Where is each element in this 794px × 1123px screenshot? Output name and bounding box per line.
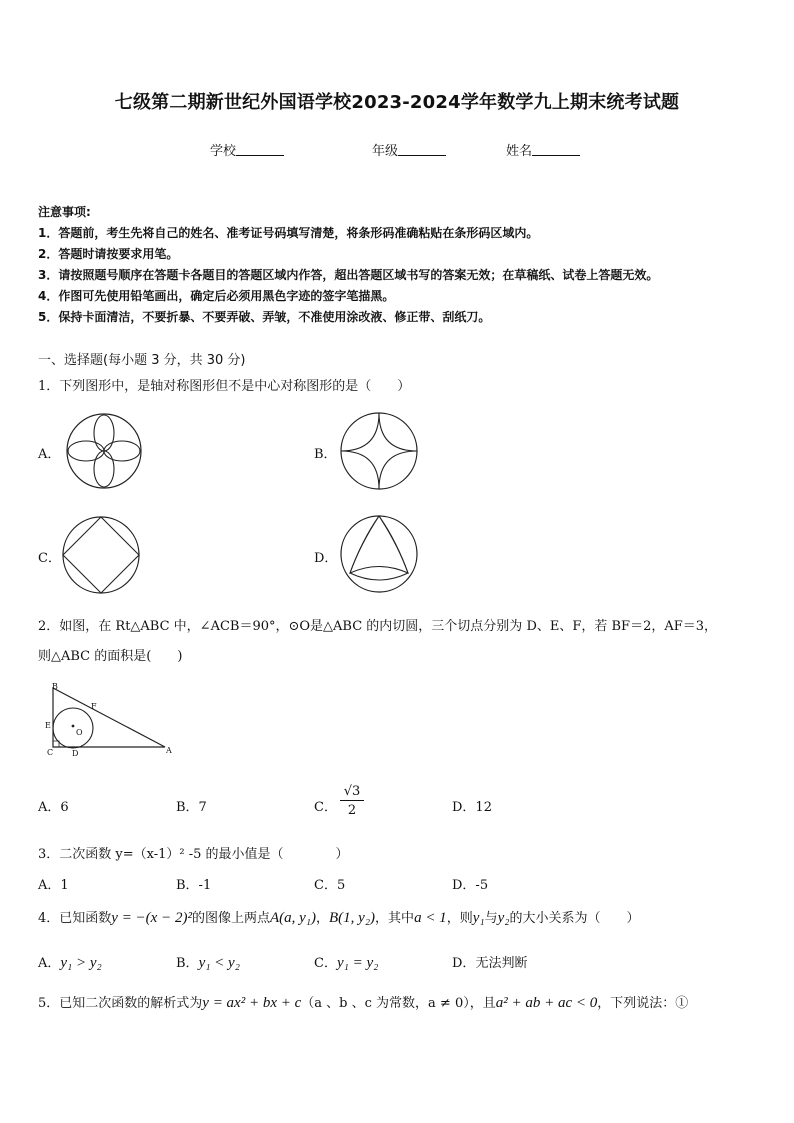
option-label: B． — [176, 956, 199, 971]
q3-option-c: C．5 — [314, 878, 346, 893]
q4-text: ，则 — [446, 911, 473, 926]
fig-label-b: B — [52, 682, 58, 691]
q4-function: y = −(x − 2)² — [111, 910, 192, 926]
fig-label-e: E — [45, 721, 51, 730]
q4-y2: y₂ — [497, 910, 510, 926]
q1-figure-d — [340, 515, 418, 593]
notice-item: 3．请按照题号顺序在答题卡各题目的答题区域内作答，超出答题区域书写的答案无效；在草稿纸、试卷上答题无效。 — [38, 268, 659, 282]
q4-point-b: B(1, y₂) — [329, 910, 376, 926]
school-label: 学校 — [210, 144, 237, 159]
q4-text: 与 — [484, 911, 498, 926]
grade-blank — [398, 143, 446, 156]
q5-stem — [38, 992, 688, 1012]
notice-item: 5．保持卡面清洁，不要折暴、不要弄破、弄皱，不准使用涂改液、修正带、刮纸刀。 — [38, 310, 491, 324]
q2-option-a: A．6 — [38, 800, 69, 815]
q4-option-d — [452, 952, 527, 971]
q1-option-c-label: C． — [38, 551, 61, 566]
section-heading: 一、选择题(每小题 3 分，共 30 分) — [38, 353, 246, 368]
fig-label-f: F — [91, 702, 97, 711]
notice-item: 2．答题时请按要求用笔。 — [38, 247, 179, 261]
option-math: y₁ < y₂ — [198, 955, 240, 971]
notice-item: 4．作图可先使用铅笔画出，确定后必须用黑色字迹的签字笔描黑。 — [38, 289, 395, 303]
q5-function: y = ax² + bx + c — [202, 995, 302, 1011]
option-label: C． — [314, 956, 337, 971]
q4-condition: a < 1 — [414, 910, 447, 926]
grade-label: 年级 — [372, 144, 399, 159]
option-label: D． — [452, 956, 476, 971]
name-field — [506, 140, 580, 159]
option-math: y₁ = y₂ — [336, 955, 379, 971]
q5-text: ，下列说法：① — [597, 996, 689, 1011]
q4-option-a — [38, 952, 102, 972]
q4-option-c — [314, 952, 378, 972]
name-label: 姓名 — [506, 144, 533, 159]
fraction-numerator: √3 — [340, 784, 364, 801]
q2-stem-line2: 则△ABC 的面积是( ) — [38, 649, 183, 664]
q3-option-b: B．-1 — [176, 878, 212, 893]
q5-condition: a² + ab + ac < 0 — [495, 995, 598, 1011]
fraction-denominator: 2 — [347, 803, 357, 818]
option-label: A． — [38, 956, 61, 971]
school-field — [210, 140, 284, 159]
q2-option-c-fraction — [340, 784, 364, 821]
name-blank — [532, 143, 580, 156]
q2-triangle-figure — [40, 680, 180, 760]
grade-field — [372, 140, 446, 159]
q5-text: 5．已知二次函数的解析式为 — [38, 996, 203, 1011]
q1-option-a-label: A． — [38, 447, 61, 462]
q1-option-b-label: B． — [314, 447, 337, 462]
option-text: 无法判断 — [475, 956, 528, 971]
q3-option-d: D．-5 — [452, 878, 489, 893]
q3-option-a: A．1 — [38, 878, 69, 893]
q1-figure-b — [340, 412, 418, 490]
q1-figure-a — [66, 413, 142, 489]
q2-option-c-label: C． — [314, 800, 337, 815]
q1-figure-c — [62, 516, 140, 594]
q4-text: 的大小关系为（ ） — [509, 911, 640, 926]
q4-text: 4．已知函数 — [38, 911, 112, 926]
q4-y1: y₁ — [472, 910, 485, 926]
fig-label-c: C — [47, 748, 54, 757]
notice-item: 1．答题前，考生先将自己的姓名、准考证号码填写清楚，将条形码准确粘贴在条形码区域内。 — [38, 226, 539, 240]
q1-stem: 1．下列图形中，是轴对称图形但不是中心对称图形的是（ ） — [38, 379, 411, 394]
school-blank — [236, 143, 284, 156]
q2-option-b: B．7 — [176, 800, 207, 815]
q4-text: 的图像上两点 — [191, 911, 270, 926]
q4-stem — [38, 907, 639, 927]
q5-text: （a 、b 、c 为常数，a ≠ 0），且 — [301, 996, 496, 1011]
page-title: 七级第二期新世纪外国语学校2023-2024学年数学九上期末统考试题 — [114, 92, 680, 113]
q4-text: ，其中 — [375, 911, 415, 926]
fig-label-a: A — [166, 746, 172, 755]
fig-label-d: D — [72, 749, 79, 758]
q2-stem: 2．如图，在 Rt△ABC 中，∠ACB＝90°，⊙O是△ABC 的内切圆，三个切点分别为 D、E、F，若 BF＝2，AF＝3， — [38, 619, 718, 634]
notice-heading: 注意事项: — [38, 205, 91, 219]
q1-option-d-label: D． — [314, 551, 338, 566]
q4-point-a: A(a, y₁) — [269, 910, 316, 926]
q3-stem: 3．二次函数 y=（x-1）² -5 的最小值是（ ） — [38, 847, 349, 862]
option-math: y₁ > y₂ — [60, 955, 102, 971]
q2-option-d: D．12 — [452, 800, 492, 815]
q4-text: ， — [316, 911, 330, 926]
q4-option-b — [176, 952, 240, 972]
fig-label-o: O — [76, 728, 83, 737]
